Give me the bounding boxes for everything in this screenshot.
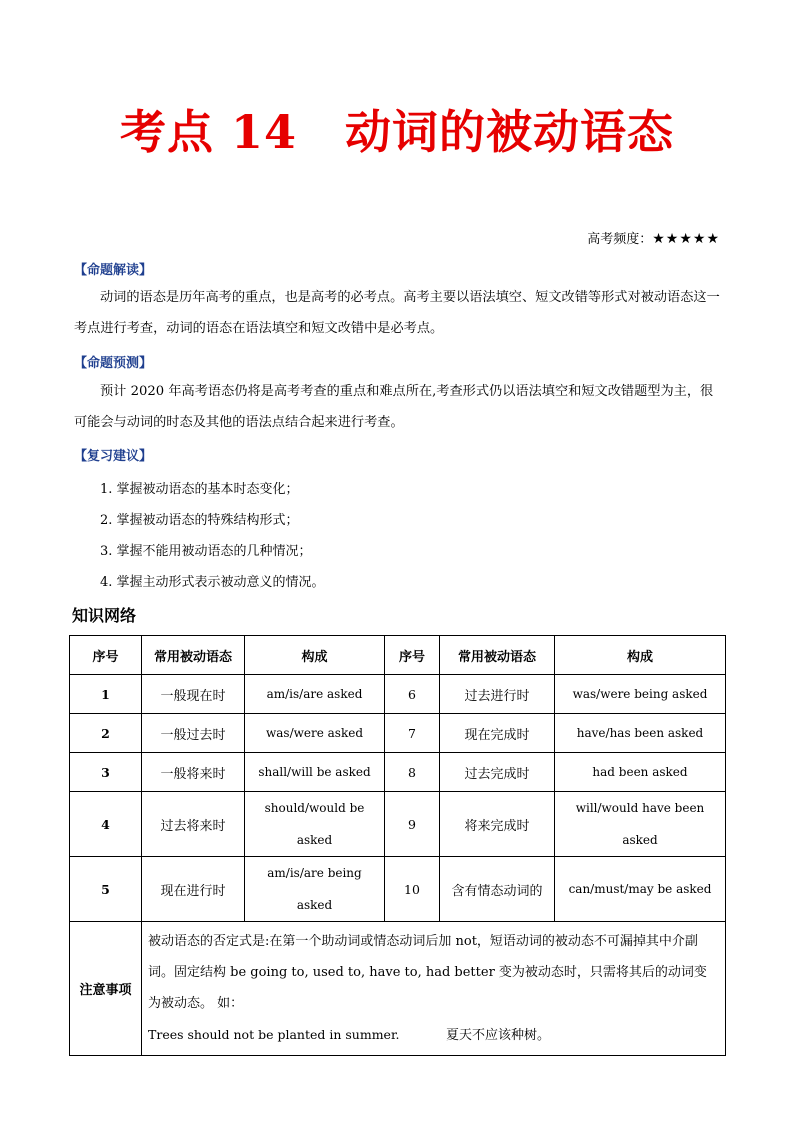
tense-form: was/were asked bbox=[245, 714, 385, 753]
review-item: 3. 掌握不能用被动语态的几种情况； bbox=[100, 544, 312, 559]
header-cell: 构成 bbox=[555, 636, 726, 675]
review-item: 1. 掌握被动语态的基本时态变化； bbox=[100, 482, 299, 497]
row-number: 8 bbox=[385, 753, 440, 792]
page-title bbox=[0, 96, 794, 162]
review-item: 2. 掌握被动语态的特殊结构形式； bbox=[100, 513, 299, 528]
note-example bbox=[148, 1019, 719, 1051]
review-item: 4. 掌握主动形式表示被动意义的情况。 bbox=[100, 575, 325, 590]
exam-frequency bbox=[587, 228, 720, 247]
tense-form: had been asked bbox=[555, 753, 726, 792]
header-cell: 序号 bbox=[385, 636, 440, 675]
tense-form: shall/will be asked bbox=[245, 753, 385, 792]
section-heading-interpret: 【命题解读】 bbox=[74, 263, 153, 278]
tense-form: will/would have been asked bbox=[555, 792, 726, 857]
table-note-row bbox=[70, 922, 726, 1056]
title-part-1: 考点 14 bbox=[119, 105, 298, 159]
tense-name: 现在完成时 bbox=[440, 714, 555, 753]
passive-voice-table bbox=[69, 635, 726, 1056]
knowledge-network-title: 知识网络 bbox=[72, 606, 137, 625]
tense-name: 现在进行时 bbox=[142, 857, 245, 922]
tense-name: 一般过去时 bbox=[142, 714, 245, 753]
row-number: 2 bbox=[70, 714, 142, 753]
tense-name: 过去将来时 bbox=[142, 792, 245, 857]
table-row bbox=[70, 675, 726, 714]
table-row bbox=[70, 857, 726, 922]
note-text: 被动语态的否定式是:在第一个助动词或情态动词后加 not，短语动词的被动态不可漏掉其中介副词。固定结构 be going to, used to, have to, had better 变为被动态时，只需将其后的动词变为被动态。 如： bbox=[148, 934, 707, 1011]
star-rating-icon: ★★★★★ bbox=[652, 231, 720, 247]
tense-form: should/would be asked bbox=[245, 792, 385, 857]
row-number: 10 bbox=[385, 857, 440, 922]
tense-name: 含有情态动词的 bbox=[440, 857, 555, 922]
tense-name: 过去完成时 bbox=[440, 753, 555, 792]
row-number: 7 bbox=[385, 714, 440, 753]
tense-form: can/must/may be asked bbox=[555, 857, 726, 922]
example-english: Trees should not be planted in summer. bbox=[148, 1027, 400, 1042]
header-cell: 序号 bbox=[70, 636, 142, 675]
table-header-row bbox=[70, 636, 726, 675]
title-part-2: 动词的被动语态 bbox=[345, 105, 675, 159]
tense-form: am/is/are asked bbox=[245, 675, 385, 714]
tense-name: 一般将来时 bbox=[142, 753, 245, 792]
header-cell: 构成 bbox=[245, 636, 385, 675]
section-heading-review: 【复习建议】 bbox=[74, 449, 153, 464]
table-row bbox=[70, 753, 726, 792]
tense-form: have/has been asked bbox=[555, 714, 726, 753]
paragraph-interpret: 动词的语态是历年高考的重点，也是高考的必考点。高考主要以语法填空、短文改错等形式对被动语态这一考点进行考查，动词的语态在语法填空和短文改错中是必考点。 bbox=[74, 290, 720, 336]
note-label: 注意事项 bbox=[70, 922, 142, 1056]
row-number: 5 bbox=[70, 857, 142, 922]
row-number: 4 bbox=[70, 792, 142, 857]
row-number: 6 bbox=[385, 675, 440, 714]
tense-name: 过去进行时 bbox=[440, 675, 555, 714]
tense-name: 一般现在时 bbox=[142, 675, 245, 714]
header-cell: 常用被动语态 bbox=[440, 636, 555, 675]
row-number: 1 bbox=[70, 675, 142, 714]
example-chinese: 夏天不应该种树。 bbox=[446, 1028, 551, 1043]
section-heading-predict: 【命题预测】 bbox=[74, 356, 153, 371]
row-number: 9 bbox=[385, 792, 440, 857]
tense-form: am/is/are being asked bbox=[245, 857, 385, 922]
note-content bbox=[142, 922, 726, 1056]
header-cell: 常用被动语态 bbox=[142, 636, 245, 675]
tense-form: was/were being asked bbox=[555, 675, 726, 714]
paragraph-predict: 预计 2020 年高考语态仍将是高考考查的重点和难点所在,考查形式仍以语法填空和短文改错题型为主，很可能会与动词的时态及其他的语法点结合起来进行考查。 bbox=[74, 384, 714, 430]
table-row bbox=[70, 792, 726, 857]
tense-name: 将来完成时 bbox=[440, 792, 555, 857]
frequency-label: 高考频度： bbox=[587, 232, 653, 247]
table-row bbox=[70, 714, 726, 753]
row-number: 3 bbox=[70, 753, 142, 792]
